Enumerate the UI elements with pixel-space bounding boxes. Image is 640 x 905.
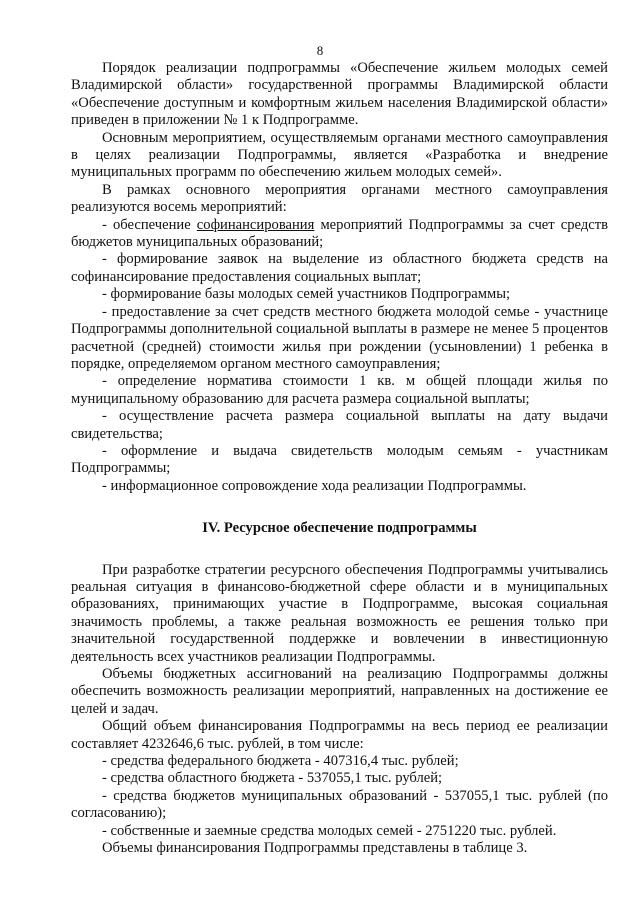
paragraph-budget-allocations: Объемы бюджетных ассигнований на реализацию Подпрограммы должны обеспечить возможность реализации мероприятий, направленных на достижение ее целей и задач. xyxy=(71,666,608,717)
list-item-prefix: - обеспечение xyxy=(102,216,197,233)
list-item: - осуществление расчета размера социальной выплаты на дату выдачи свидетельства; xyxy=(71,408,608,442)
financing-item-own-funds: - собственные и заемные средства молодых семей - 2751220 тыс. рублей. xyxy=(102,822,557,839)
list-item: - формирование заявок на выделение из областного бюджета средств на софинансирование предоставления социальных выплат; xyxy=(71,251,608,285)
paragraph-measures-intro: В рамках основного мероприятия органами местного самоуправления реализуются восемь мероприятий: xyxy=(71,181,608,216)
list-item: - формирование базы молодых семей участников Подпрограммы; xyxy=(102,286,511,303)
paragraph-main-measure: Основным мероприятием, осуществляемым органами местного самоуправления в целях реализации Подпрограммы, является «Разработка и внедрение муниципальных программ по обеспечению жильем молодых семей». xyxy=(71,129,608,181)
paragraph-table-reference: Объемы финансирования Подпрограммы представлены в таблице 3. xyxy=(102,840,528,857)
financing-item-federal: - средства федерального бюджета - 407316,4 тыс. рублей; xyxy=(102,753,459,770)
list-item: - оформление и выдача свидетельств молодым семьям - участникам Подпрограммы; xyxy=(71,442,608,477)
paragraph-procedure: Порядок реализации подпрограммы «Обеспечение жильем молодых семей Владимирской области» государственной программы Владимирской области «Обеспечение доступным и комфортным жильем населения Владимирской области» приведен в приложении № 1 к Подпрограмме. xyxy=(71,60,608,129)
list-item-cofinancing xyxy=(71,217,608,252)
document-body xyxy=(71,60,608,857)
financing-item-municipal: - средства бюджетов муниципальных образований - 537055,1 тыс. рублей (по согласованию); xyxy=(71,787,608,822)
paragraph-strategy: При разработке стратегии ресурсного обеспечения Подпрограммы учитывались реальная ситуация в финансово-бюджетной сфере области и в муниципальных образованиях, принимающих участие в Подпрограмме, высокая социальная значимость проблемы, а также реальная возможность ее решения только при значительной государственной поддержке и вовлечении в инвестиционную деятельность всех участников реализации Подпрограммы. xyxy=(71,561,608,665)
underlined-term: софинансирования xyxy=(196,216,315,233)
list-item: - предоставление за счет средств местного бюджета молодой семье - участнице Подпрограммы дополнительной социальной выплаты в размере не менее 5 процентов расчетной (средней) стоимости жилья при рождении (усыновлении) 1 ребенка в порядке, определяемом органом местного самоуправления; xyxy=(71,303,608,372)
list-item: - информационное сопровождение хода реализации Подпрограммы. xyxy=(102,477,527,494)
list-item: - определение норматива стоимости 1 кв. м общей площади жилья по муниципальному образованию для расчета размера социальной выплаты; xyxy=(71,373,608,407)
section-heading: IV. Ресурсное обеспечение подпрограммы xyxy=(202,520,477,537)
list-item-suffix: мероприятий Подпрограммы за счет средств бюджетов муниципальных образований; xyxy=(71,216,609,251)
page-number: 8 xyxy=(316,43,324,58)
paragraph-total-financing: Общий объем финансирования Подпрограммы на весь период ее реализации составляет 4232646,6 тыс. рублей, в том числе: xyxy=(71,718,608,752)
financing-item-regional: - средства областного бюджета - 537055,1 тыс. рублей; xyxy=(102,770,443,787)
